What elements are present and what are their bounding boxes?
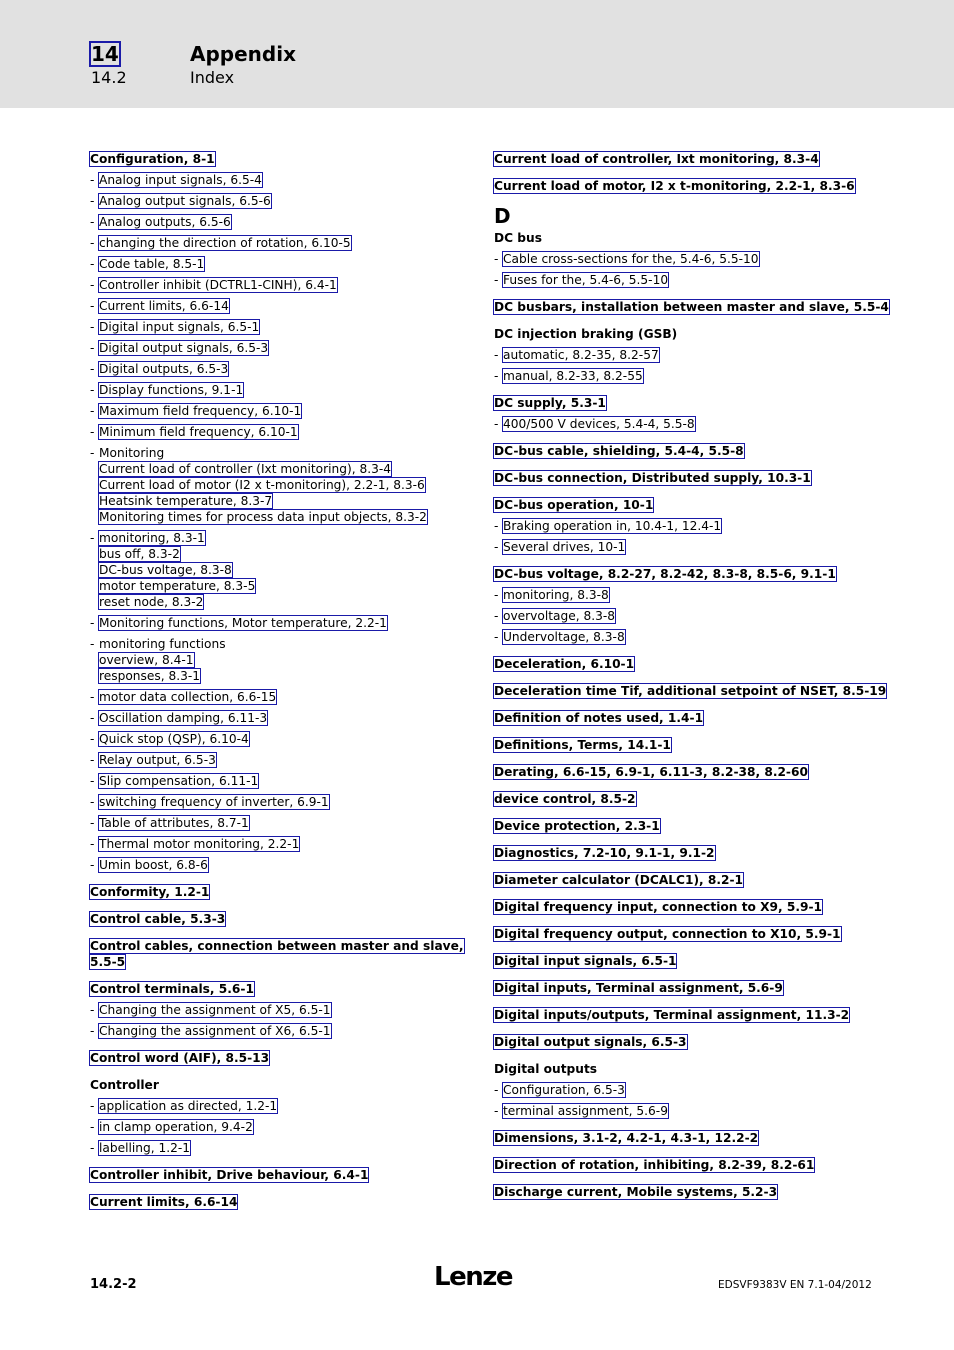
index-heading: Digital outputs (494, 1062, 598, 1076)
index-entry (90, 981, 470, 997)
index-link[interactable]: Digital frequency input, connection to X9, 5.9-1 (494, 900, 823, 914)
index-link[interactable]: Digital outputs, 6.5-3 (99, 362, 229, 376)
index-subentry (90, 815, 470, 831)
dash-marker: - (90, 690, 95, 704)
index-link[interactable]: Oscillation damping, 6.11-3 (99, 711, 268, 725)
dash-marker: - (90, 362, 95, 376)
index-continuation (99, 546, 470, 562)
index-link[interactable]: DC supply, 5.3-1 (494, 396, 606, 410)
index-letter: D (494, 204, 511, 228)
lenze-logo: Lenze (434, 1262, 512, 1292)
dash-marker: - (90, 1099, 95, 1113)
index-subentry (90, 424, 470, 440)
index-link[interactable]: Digital frequency output, connection to X10, 5.9-1 (494, 927, 841, 941)
index-subentry (90, 298, 470, 314)
dash-marker: - (90, 257, 95, 271)
index-link[interactable]: Definition of notes used, 1.4-1 (494, 711, 704, 725)
dash-marker: - (90, 616, 95, 630)
index-subentry (90, 214, 470, 230)
index-link[interactable]: DC-bus operation, 10-1 (494, 498, 654, 512)
dash-marker: - (494, 609, 499, 623)
index-link[interactable]: Digital output signals, 6.5-3 (494, 1035, 687, 1049)
index-entry (90, 1167, 470, 1183)
index-link[interactable]: Braking operation in, 10.4-1, 12.4-1 (503, 519, 722, 533)
index-link[interactable]: Current load of motor, I2 x t-monitoring, 2.2-1, 8.3-6 (494, 179, 855, 193)
index-link[interactable]: Changing the assignment of X5, 6.5-1 (99, 1003, 331, 1017)
index-link[interactable]: Changing the assignment of X6, 6.5-1 (99, 1024, 331, 1038)
dash-marker: - (90, 425, 95, 439)
index-subheading: Monitoring (99, 446, 165, 460)
index-link[interactable]: Umin boost, 6.8-6 (99, 858, 208, 872)
dash-marker: - (90, 404, 95, 418)
index-link[interactable]: Several drives, 10-1 (503, 540, 626, 554)
dash-marker: - (90, 173, 95, 187)
index-subentry (494, 587, 874, 603)
dash-marker: - (90, 531, 95, 545)
index-subentry (90, 361, 470, 377)
index-link[interactable]: DC busbars, installation between master and slave, 5.5-4 (494, 300, 889, 314)
index-link[interactable]: Configuration, 6.5-3 (503, 1083, 625, 1097)
index-link[interactable]: Current load of motor (I2 x t-monitoring), 2.2-1, 8.3-6 (99, 478, 425, 492)
index-link[interactable]: Deceleration time Tif, additional setpoint of NSET, 8.5-19 (494, 684, 887, 698)
index-subentry (90, 773, 470, 789)
dash-marker: - (90, 320, 95, 334)
dash-marker: - (494, 252, 499, 266)
index-link[interactable]: Maximum field frequency, 6.10-1 (99, 404, 302, 418)
index-link[interactable]: Control terminals, 5.6-1 (90, 982, 254, 996)
index-link[interactable]: Conformity, 1.2-1 (90, 885, 210, 899)
dash-marker: - (494, 273, 499, 287)
index-entry (494, 1184, 874, 1200)
dash-marker: - (90, 341, 95, 355)
index-link[interactable]: switching frequency of inverter, 6.9-1 (99, 795, 329, 809)
index-entry (494, 1007, 874, 1023)
index-link[interactable]: Current limits, 6.6-14 (99, 299, 229, 313)
index-subentry (90, 1002, 470, 1018)
index-link[interactable]: DC-bus cable, shielding, 5.4-4, 5.5-8 (494, 444, 744, 458)
index-continuation (99, 461, 470, 477)
index-subentry (90, 256, 470, 272)
index-subentry (90, 615, 470, 631)
index-link[interactable]: Display functions, 9.1-1 (99, 383, 244, 397)
index-link[interactable]: labelling, 1.2-1 (99, 1141, 190, 1155)
index-entry (494, 818, 874, 834)
index-subentry (90, 1098, 470, 1114)
index-link[interactable]: overvoltage, 8.3-8 (503, 609, 615, 623)
index-entry (494, 178, 874, 194)
dash-marker: - (494, 1083, 499, 1097)
dash-marker: - (90, 795, 95, 809)
dash-marker: - (90, 1024, 95, 1038)
index-link[interactable]: overview, 8.4-1 (99, 653, 194, 667)
dash-marker: - (90, 732, 95, 746)
section-title: Index (190, 68, 235, 87)
index-link[interactable]: Control cables, connection between master and slave, (90, 939, 464, 953)
index-subentry (90, 1119, 470, 1135)
index-entry (90, 938, 470, 970)
index-subentry (90, 445, 470, 525)
document-id: EDSVF9383V EN 7.1-04/2012 (718, 1279, 872, 1291)
index-link[interactable]: Fuses for the, 5.4-6, 5.5-10 (503, 273, 669, 287)
index-entry (494, 443, 874, 459)
index-entry (494, 737, 874, 753)
index-link[interactable]: Minimum field frequency, 6.10-1 (99, 425, 298, 439)
page-number: 14.2-2 (90, 1277, 137, 1292)
index-subentry (494, 518, 874, 534)
index-entry (494, 151, 874, 167)
index-link[interactable]: Deceleration, 6.10-1 (494, 657, 635, 671)
dash-marker: - (90, 711, 95, 725)
dash-marker: - (90, 299, 95, 313)
index-entry (494, 470, 874, 486)
dash-marker: - (90, 236, 95, 250)
index-link[interactable]: Current load of controller, Ixt monitoring, 8.3-4 (494, 152, 819, 166)
index-entry (494, 791, 874, 807)
index-entry (494, 497, 874, 513)
index-link[interactable]: Diagnostics, 7.2-10, 9.1-1, 9.1-2 (494, 846, 715, 860)
index-subentry (90, 340, 470, 356)
dash-marker: - (90, 753, 95, 767)
index-link[interactable]: Analog output signals, 6.5-6 (99, 194, 271, 208)
index-link[interactable]: monitoring, 8.3-1 (99, 531, 205, 545)
index-continuation (99, 493, 470, 509)
index-entry (494, 1034, 874, 1050)
dash-marker: - (494, 588, 499, 602)
index-subentry (90, 794, 470, 810)
dash-marker: - (90, 383, 95, 397)
index-subentry (494, 1103, 874, 1119)
index-link[interactable]: Digital input signals, 6.5-1 (494, 954, 677, 968)
dash-marker: - (90, 1141, 95, 1155)
index-link[interactable]: Device protection, 2.3-1 (494, 819, 660, 833)
index-link[interactable]: DC-bus voltage, 8.3-8 (99, 563, 232, 577)
index-entry (90, 884, 470, 900)
index-subentry (90, 1023, 470, 1039)
index-continuation (99, 594, 470, 610)
index-link[interactable]: Digital input signals, 6.5-1 (99, 320, 260, 334)
index-subentry (494, 368, 874, 384)
index-entry (494, 1130, 874, 1146)
index-link[interactable]: in clamp operation, 9.4-2 (99, 1120, 253, 1134)
dash-marker: - (494, 540, 499, 554)
index-subentry (90, 382, 470, 398)
index-subentry (494, 416, 874, 432)
index-link[interactable]: Definitions, Terms, 14.1-1 (494, 738, 671, 752)
index-link[interactable]: Code table, 8.5-1 (99, 257, 205, 271)
dash-marker: - (90, 637, 95, 651)
index-entry (494, 710, 874, 726)
index-subheading: monitoring functions (99, 637, 226, 651)
index-link[interactable]: Undervoltage, 8.3-8 (503, 630, 625, 644)
index-heading: Controller (90, 1078, 159, 1092)
index-entry (494, 299, 889, 315)
index-link[interactable]: Quick stop (QSP), 6.10-4 (99, 732, 249, 746)
index-link[interactable]: Controller inhibit (DCTRL1-CINH), 6.4-1 (99, 278, 337, 292)
index-subentry (90, 172, 470, 188)
index-entry (90, 1050, 470, 1066)
index-subentry (90, 752, 470, 768)
index-subentry (494, 1082, 874, 1098)
chapter-number[interactable]: 14 (91, 42, 119, 66)
index-entry (494, 872, 874, 888)
index-entry (494, 953, 874, 969)
index-heading: DC injection braking (GSB) (494, 327, 678, 341)
index-subentry (494, 608, 874, 624)
dash-marker: - (494, 1104, 499, 1118)
index-link[interactable]: Digital inputs, Terminal assignment, 5.6-9 (494, 981, 783, 995)
dash-marker: - (494, 519, 499, 533)
index-continuation (99, 578, 470, 594)
index-link[interactable]: terminal assignment, 5.6-9 (503, 1104, 668, 1118)
index-link[interactable]: Control word (AIF), 8.5-13 (90, 1051, 270, 1065)
index-link[interactable]: motor temperature, 8.3-5 (99, 579, 256, 593)
index-subentry (90, 319, 470, 335)
dash-marker: - (90, 858, 95, 872)
index-link[interactable]: Monitoring times for process data input objects, 8.3-2 (99, 510, 427, 524)
index-entry (494, 899, 874, 915)
index-continuation (99, 477, 470, 493)
index-heading: DC bus (494, 231, 542, 245)
index-link[interactable]: Heatsink temperature, 8.3-7 (99, 494, 273, 508)
chapter-title: Appendix (190, 42, 296, 66)
page-header (0, 0, 954, 108)
index-subentry (90, 857, 470, 873)
index-subentry (90, 710, 470, 726)
index-link[interactable]: device control, 8.5-2 (494, 792, 636, 806)
index-continuation (99, 509, 470, 525)
index-link[interactable]: Current load of controller (Ixt monitoring), 8.3-4 (99, 462, 391, 476)
index-subentry (90, 193, 470, 209)
index-subentry (90, 1140, 470, 1156)
dash-marker: - (90, 446, 95, 460)
dash-marker: - (90, 278, 95, 292)
index-column-right (494, 151, 889, 1200)
index-link[interactable]: motor data collection, 6.6-15 (99, 690, 277, 704)
dash-marker: - (90, 194, 95, 208)
index-column-left (90, 151, 470, 1210)
index-subentry (494, 272, 874, 288)
index-subentry (494, 539, 874, 555)
index-link[interactable]: Direction of rotation, inhibiting, 8.2-39, 8.2-61 (494, 1158, 815, 1172)
index-link[interactable]: Analog outputs, 6.5-6 (99, 215, 231, 229)
index-entry (494, 395, 874, 411)
section-number: 14.2 (91, 68, 127, 87)
dash-marker: - (494, 348, 499, 362)
index-subentry (494, 629, 874, 645)
index-subentry (90, 636, 470, 684)
index-continuation (99, 652, 470, 668)
index-link[interactable]: Discharge current, Mobile systems, 5.2-3 (494, 1185, 778, 1199)
index-link[interactable]: DC-bus connection, Distributed supply, 10.3-1 (494, 471, 811, 485)
index-link[interactable]: 5.5-5 (90, 955, 126, 969)
index-link[interactable]: Digital output signals, 6.5-3 (99, 341, 269, 355)
index-subentry (90, 530, 470, 610)
dash-marker: - (494, 369, 499, 383)
index-subentry (494, 251, 874, 267)
index-entry (90, 151, 470, 167)
index-link[interactable]: Configuration, 8-1 (90, 152, 215, 166)
index-entry (494, 683, 887, 699)
index-entry (494, 980, 874, 996)
index-link[interactable]: bus off, 8.3-2 (99, 547, 180, 561)
index-entry (494, 926, 874, 942)
index-subentry (494, 347, 874, 363)
index-link[interactable]: Relay output, 6.5-3 (99, 753, 216, 767)
dash-marker: - (494, 630, 499, 644)
index-link[interactable]: Diameter calculator (DCALC1), 8.2-1 (494, 873, 744, 887)
index-entry (90, 1194, 470, 1210)
index-link[interactable]: Control cable, 5.3-3 (90, 912, 226, 926)
index-link[interactable]: Derating, 6.6-15, 6.9-1, 6.11-3, 8.2-38, 8.2-60 (494, 765, 808, 779)
index-continuation (99, 562, 470, 578)
index-entry (494, 845, 874, 861)
index-link[interactable]: Thermal motor monitoring, 2.2-1 (99, 837, 300, 851)
index-continuation (99, 668, 470, 684)
dash-marker: - (90, 1003, 95, 1017)
dash-marker: - (90, 774, 95, 788)
index-link[interactable]: Analog input signals, 6.5-4 (99, 173, 262, 187)
index-link[interactable]: Table of attributes, 8.7-1 (99, 816, 249, 830)
dash-marker: - (90, 816, 95, 830)
index-link[interactable]: automatic, 8.2-35, 8.2-57 (503, 348, 659, 362)
index-subentry (90, 235, 470, 251)
index-link[interactable]: Cable cross-sections for the, 5.4-6, 5.5-10 (503, 252, 759, 266)
index-link[interactable]: reset node, 8.3-2 (99, 595, 204, 609)
index-link[interactable]: changing the direction of rotation, 6.10-5 (99, 236, 351, 250)
index-link[interactable]: manual, 8.2-33, 8.2-55 (503, 369, 643, 383)
index-link[interactable]: Monitoring functions, Motor temperature, 2.2-1 (99, 616, 387, 630)
dash-marker: - (494, 417, 499, 431)
index-link[interactable]: DC-bus voltage, 8.2-27, 8.2-42, 8.3-8, 8.5-6, 9.1-1 (494, 567, 836, 581)
index-subentry (90, 277, 470, 293)
index-subentry (90, 403, 470, 419)
index-link[interactable]: application as directed, 1.2-1 (99, 1099, 278, 1113)
dash-marker: - (90, 215, 95, 229)
index-subentry (90, 731, 470, 747)
index-link[interactable]: Current limits, 6.6-14 (90, 1195, 238, 1209)
dash-marker: - (90, 837, 95, 851)
index-link[interactable]: Slip compensation, 6.11-1 (99, 774, 259, 788)
index-entry (494, 656, 874, 672)
index-subentry (90, 689, 470, 705)
index-link[interactable]: 400/500 V devices, 5.4-4, 5.5-8 (503, 417, 695, 431)
index-entry (494, 764, 874, 780)
index-link[interactable]: responses, 8.3-1 (99, 669, 200, 683)
index-link[interactable]: monitoring, 8.3-8 (503, 588, 609, 602)
index-entry (494, 566, 874, 582)
index-link[interactable]: Controller inhibit, Drive behaviour, 6.4-1 (90, 1168, 369, 1182)
index-link[interactable]: Digital inputs/outputs, Terminal assignment, 11.3-2 (494, 1008, 850, 1022)
index-entry (494, 1157, 874, 1173)
dash-marker: - (90, 1120, 95, 1134)
index-entry (90, 911, 470, 927)
index-subentry (90, 836, 470, 852)
index-link[interactable]: Dimensions, 3.1-2, 4.2-1, 4.3-1, 12.2-2 (494, 1131, 759, 1145)
